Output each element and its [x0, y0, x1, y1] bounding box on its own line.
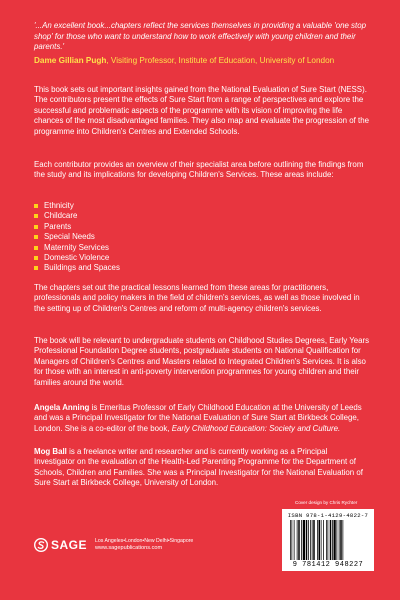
quote-author-role: , Visiting Professor, Institute of Education, University of London — [106, 55, 335, 65]
list-item: Childcare — [34, 211, 120, 221]
list-item: Domestic Violence — [34, 253, 120, 263]
isbn-label: ISBN 978-1-4129-4822-7 — [287, 512, 369, 519]
areas-intro-paragraph: Each contributor provides an overview of their specialist area before outlining the findings from the study and its implications for developing Children's Services. These areas include: — [34, 160, 364, 180]
quote-text: '...An excellent book...chapters reflect the services themselves in providing a valuable 'one stop shop' for those who want to understand how to work effectively with young children and their parents.' — [34, 21, 366, 52]
lessons-paragraph: The chapters set out the practical lessons learned from these areas for practitioners, professionals and policy makers in the field of children's services, as well as those involved in the setting up of Children's Centres and reform of multi-agency children's services. — [34, 283, 360, 313]
quote-author: Dame Gillian Pugh — [34, 55, 107, 65]
list-item: Ethnicity — [34, 201, 120, 211]
bullet-icon — [34, 266, 38, 270]
list-item: Parents — [34, 222, 120, 232]
bio-name: Mog Ball — [34, 447, 67, 456]
barcode-panel — [282, 509, 374, 571]
barcode-icon — [288, 520, 368, 560]
bullet-icon — [34, 246, 38, 250]
publisher-url: www.sagepublications.com — [95, 545, 163, 551]
list-item: Buildings and Spaces — [34, 263, 120, 273]
areas-list — [34, 201, 120, 274]
publisher-cities: Los Angeles•London•New Delhi•Singapore — [95, 538, 194, 544]
bio-mog-ball: Mog Ball is a freelance writer and researcher and is currently working as a Principal Investigator on the evaluation of the Health-Led Parenting Programme for the Department of Schools, Children and Families. She was a Principal Investigator for the National Evaluation of Sure Start at Birkbeck College, University of London. — [34, 447, 363, 488]
bio-angela-anning: Angela Anning is Emeritus Professor of Early Childhood Education at the University of Leeds and was a Principal Investigator for the National Evaluation of Sure Start at Birkbeck College, London. She is a co-editor of the book, Early Childhood Education: Society and Culture. — [34, 403, 362, 433]
review-quote — [34, 21, 374, 66]
bullet-icon — [34, 204, 38, 208]
sage-logo — [34, 538, 87, 552]
bullet-icon — [34, 235, 38, 239]
cover-design-credit: Cover design by Chris Rychter — [295, 500, 358, 505]
book-title: Early Childhood Education: Society and Culture. — [171, 423, 341, 433]
list-item: Maternity Services — [34, 243, 120, 253]
list-item: Special Needs — [34, 232, 120, 242]
sage-logo-icon — [34, 538, 48, 552]
audience-paragraph: The book will be relevant to undergraduate students on Childhood Studies Degrees, Early Years Professional Foundation Degree students, postgraduate students on National Qualification for Managers of Children's Centres and Masters related to Integrated Children's Services. It is also for those with an interest in anti-poverty intervention programmes for young children and their families around the world. — [34, 336, 370, 387]
barcode-digits: 9 781412 948227 — [292, 561, 364, 569]
bullet-icon — [34, 256, 38, 260]
intro-paragraph: This book sets out important insights gained from the National Evaluation of Sure Start (NESS). The contributors present the effects of Sure Start from a range of perspectives and explore the successful and problematic aspects of the programme with its vision of improving the life chances of the most disadvantaged families. They also map and evaluate the progression of the programme into Children's Centres and Extended Schools. — [34, 85, 369, 136]
bio-name: Angela Anning — [34, 403, 90, 412]
bullet-icon — [34, 214, 38, 218]
bullet-icon — [34, 225, 38, 229]
quote-attribution — [34, 55, 374, 66]
sage-wordmark: SAGE — [51, 538, 88, 552]
